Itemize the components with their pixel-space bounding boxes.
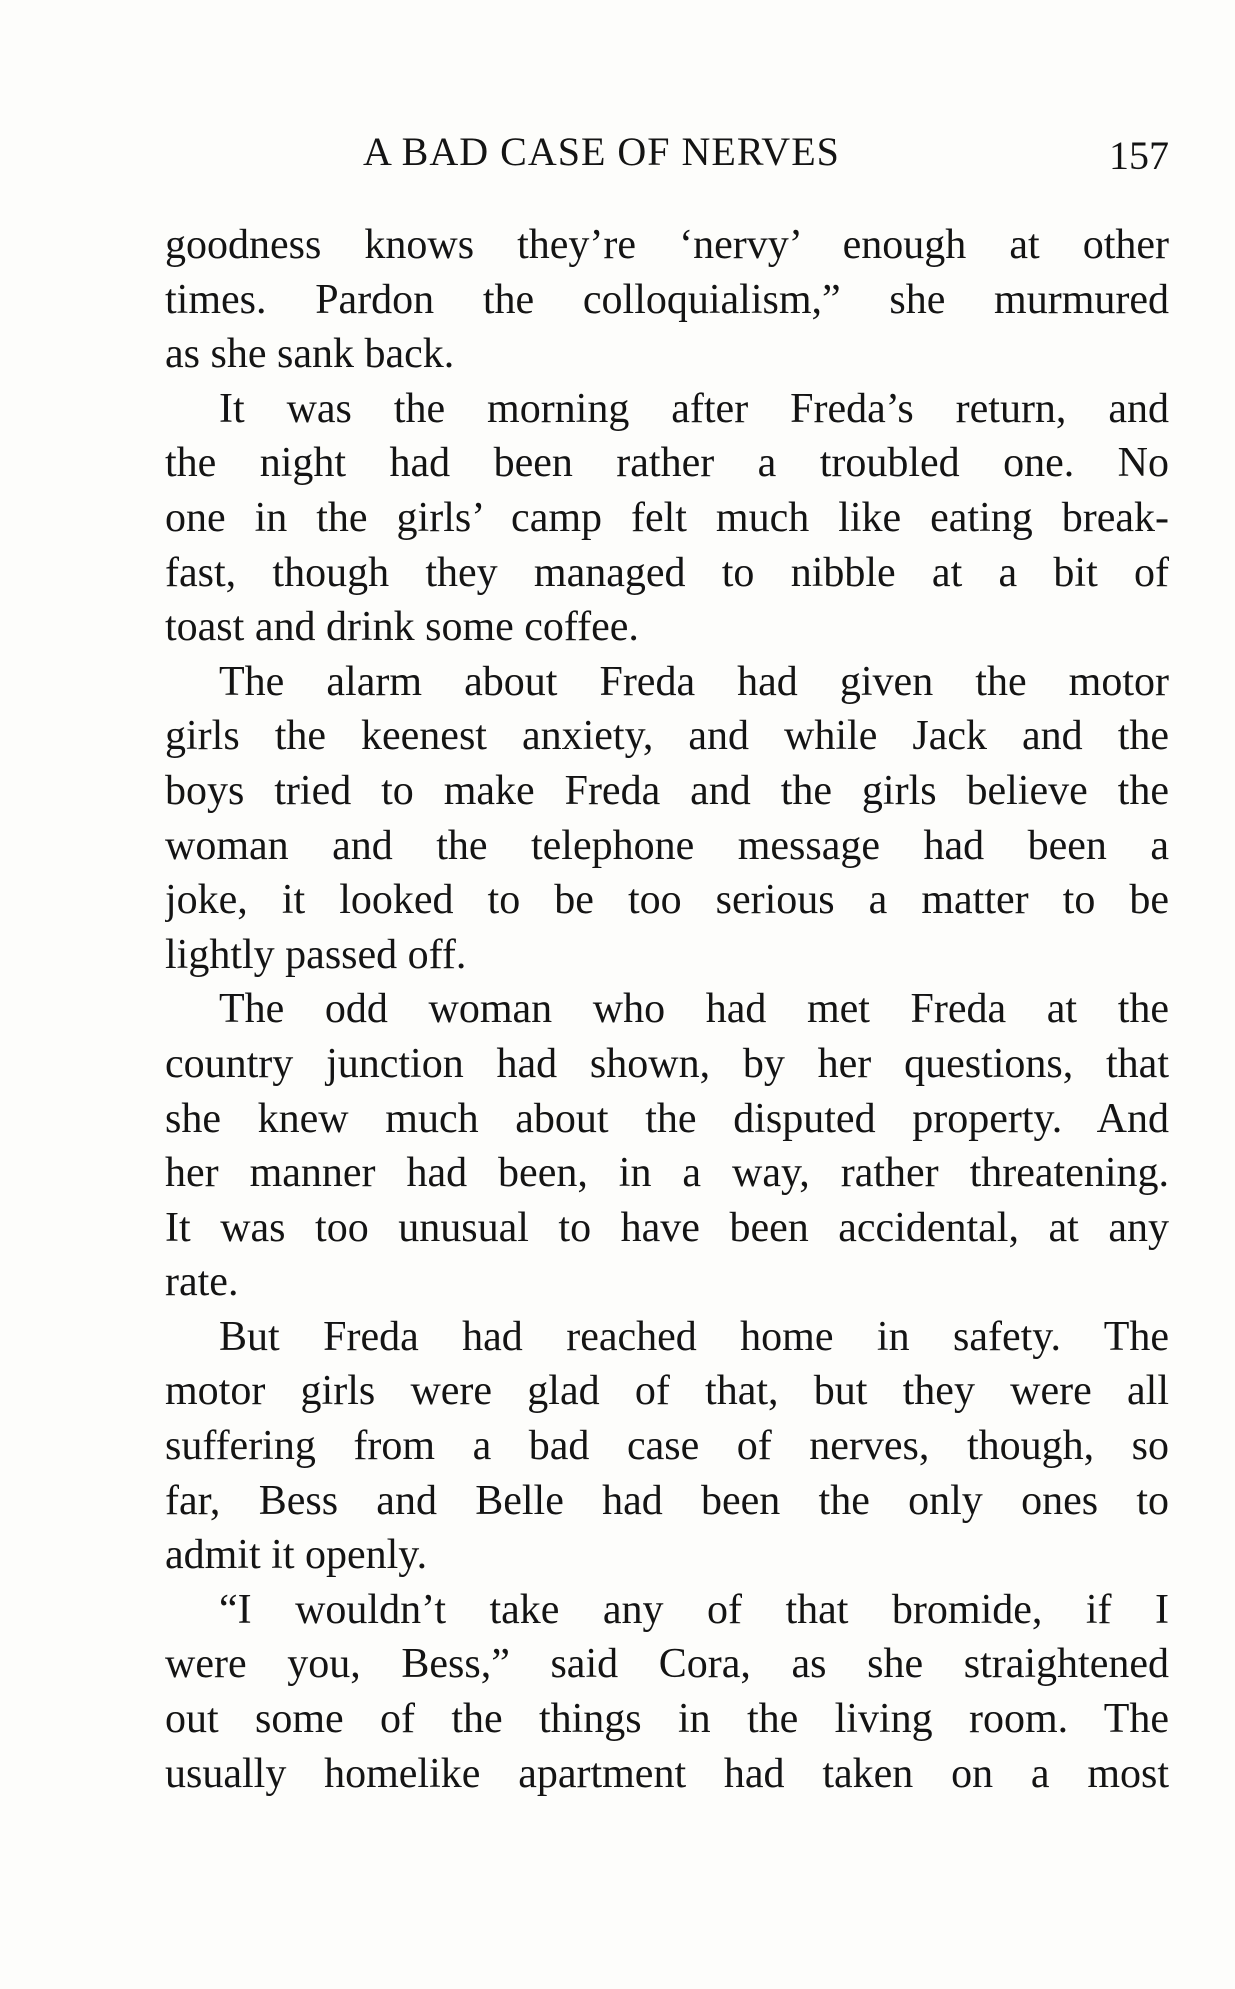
text-line: were you, Bess,” said Cora, as she straightened [165,1641,1169,1688]
text-line: It was the morning after Freda’s return, and [219,385,1169,432]
text-line: motor girls were glad of that, but they were all [165,1368,1169,1415]
text-line: woman and the telephone message had been a [165,822,1169,869]
text-line: But Freda had reached home in safety. The [219,1313,1169,1360]
text-line: her manner had been, in a way, rather threatening. [165,1150,1169,1197]
text-line: fast, though they managed to nibble at a bit of [165,549,1169,596]
text-line: the night had been rather a troubled one. No [165,440,1169,487]
text-line: goodness knows they’re ‘nervy’ enough at other [165,222,1169,268]
text-line: admit it openly. [165,1532,428,1579]
text-line: The odd woman who had met Freda at the [219,986,1169,1033]
chapter-title: A BAD CASE OF NERVES [363,129,840,174]
body-text [165,218,1169,1801]
text-line: she knew much about the disputed property. And [165,1095,1169,1142]
text-line: It was too unusual to have been accidental, at any [165,1204,1169,1251]
text-line: out some of the things in the living room. The [165,1696,1169,1743]
text-line: times. Pardon the colloquialism,” she murmured [165,276,1169,323]
text-line: The alarm about Freda had given the motor [219,658,1169,705]
text-line: country junction had shown, by her questions, that [165,1040,1169,1087]
text-line: far, Bess and Belle had been the only ones to [165,1477,1169,1524]
text-line: usually homelike apartment had taken on a most [165,1750,1169,1797]
text-line: boys tried to make Freda and the girls believe the [165,767,1169,814]
text-line: one in the girls’ camp felt much like eating break- [165,494,1169,541]
text-line: suffering from a bad case of nerves, though, so [165,1423,1169,1470]
text-line: girls the keenest anxiety, and while Jack and the [165,713,1169,760]
text-line: joke, it looked to be too serious a matter to be [165,877,1169,924]
running-head [163,128,1169,184]
page-number: 157 [1109,133,1169,178]
text-line: rate. [165,1259,239,1306]
text-line: as she sank back. [165,331,455,378]
text-line: “I wouldn’t take any of that bromide, if I [219,1586,1169,1633]
text-line: toast and drink some coffee. [165,604,639,651]
text-line: lightly passed off. [165,931,467,978]
